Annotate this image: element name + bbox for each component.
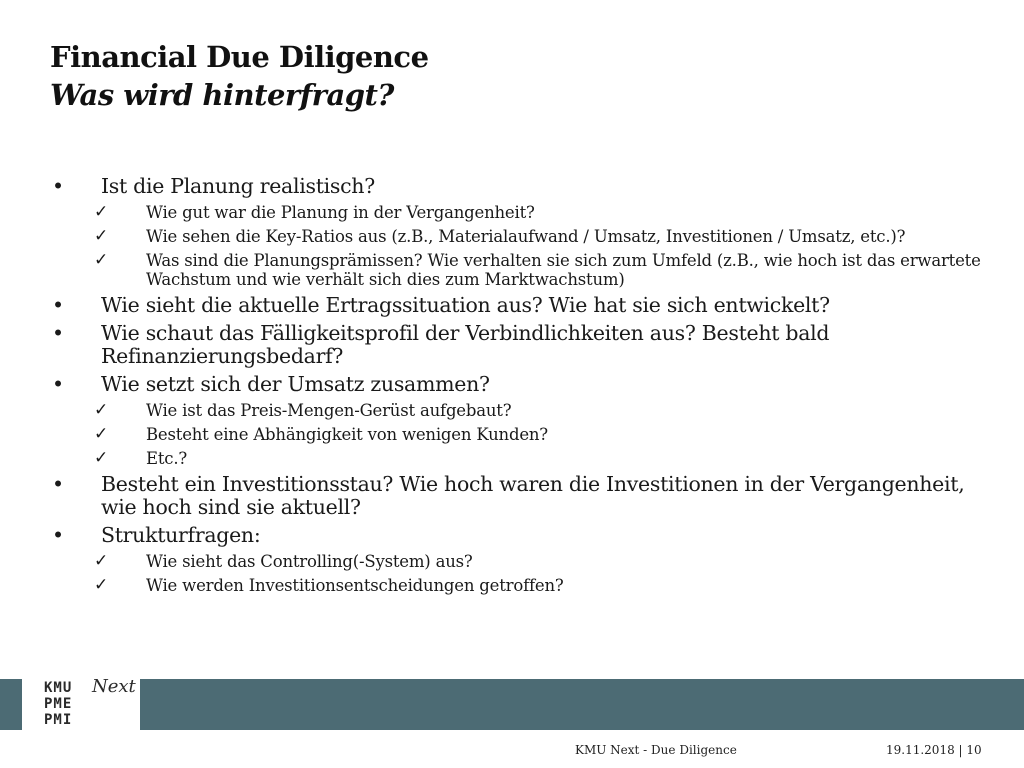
check-item: [50, 203, 985, 222]
bullet-dot-icon: •: [52, 293, 64, 317]
bullet-dot-icon: •: [52, 372, 64, 396]
checkmark-icon: ✓: [94, 424, 109, 444]
logo-wordmark: [44, 680, 72, 728]
checkmark-icon: ✓: [94, 400, 109, 420]
item-text: Wie setzt sich der Umsatz zusammen?: [101, 372, 490, 396]
item-text: Strukturfragen:: [101, 523, 261, 547]
bullet-list: [50, 175, 985, 600]
bullet-item: [50, 373, 985, 396]
checkmark-icon: ✓: [94, 202, 109, 222]
item-text: Besteht ein Investitionsstau? Wie hoch waren die Investitionen in der Vergangenheit, wie hoch sind sie aktuell?: [101, 472, 965, 519]
footer-band-right: [140, 679, 1024, 730]
checkmark-icon: ✓: [94, 551, 109, 571]
check-item: [50, 251, 985, 289]
footer-title: KMU Next - Due Diligence: [575, 743, 737, 757]
footer-band-left: [0, 679, 22, 730]
check-item: [50, 227, 985, 246]
item-text: Wie sieht die aktuelle Ertragssituation aus? Wie hat sie sich entwickelt?: [101, 293, 830, 317]
item-text: Was sind die Planungsprämissen? Wie verhalten sie sich zum Umfeld (z.B., wie hoch ist das erwartete Wachstum und wie verhält sich dies zum Marktwachstum): [146, 251, 981, 289]
logo-line-kmu: KMU: [44, 680, 73, 696]
bullet-item: [50, 524, 985, 547]
item-text: Ist die Planung realistisch?: [101, 174, 375, 198]
checkmark-icon: ✓: [94, 250, 109, 270]
slide-title: [50, 38, 429, 114]
item-text: Wie sehen die Key-Ratios aus (z.B., Materialaufwand / Umsatz, Investitionen / Umsatz, etc.)?: [146, 227, 906, 246]
check-item: [50, 401, 985, 420]
logo-line-pme: PME: [44, 696, 73, 712]
check-item: [50, 552, 985, 571]
item-text: Besteht eine Abhängigkeit von wenigen Kunden?: [146, 425, 548, 444]
item-text: Wie sieht das Controlling(-System) aus?: [146, 552, 473, 571]
check-item: [50, 449, 985, 468]
bullet-item: [50, 322, 985, 368]
bullet-item: [50, 294, 985, 317]
title-line-1: Financial Due Diligence: [50, 40, 429, 74]
title-line-2: Was wird hinterfragt?: [50, 78, 394, 112]
checkmark-icon: ✓: [94, 448, 109, 468]
check-item: [50, 425, 985, 444]
bullet-dot-icon: •: [52, 321, 64, 345]
item-text: Wie werden Investitionsentscheidungen getroffen?: [146, 576, 564, 595]
check-item: [50, 576, 985, 595]
footer-date-page: 19.11.2018 | 10: [886, 743, 982, 757]
kmu-next-logo: [22, 676, 140, 730]
item-text: Wie schaut das Fälligkeitsprofil der Verbindlichkeiten aus? Besteht bald Refinanzierungsbedarf?: [101, 321, 830, 368]
checkmark-icon: ✓: [94, 575, 109, 595]
bullet-dot-icon: •: [52, 523, 64, 547]
bullet-item: [50, 175, 985, 198]
bullet-dot-icon: •: [52, 472, 64, 496]
item-text: Etc.?: [146, 449, 188, 468]
bullet-item: [50, 473, 985, 519]
item-text: Wie gut war die Planung in der Vergangenheit?: [146, 203, 535, 222]
checkmark-icon: ✓: [94, 226, 109, 246]
item-text: Wie ist das Preis-Mengen-Gerüst aufgebaut?: [146, 401, 512, 420]
bullet-dot-icon: •: [52, 174, 64, 198]
logo-line-pmi: PMI: [44, 712, 73, 728]
logo-next-script: Next: [92, 676, 136, 697]
